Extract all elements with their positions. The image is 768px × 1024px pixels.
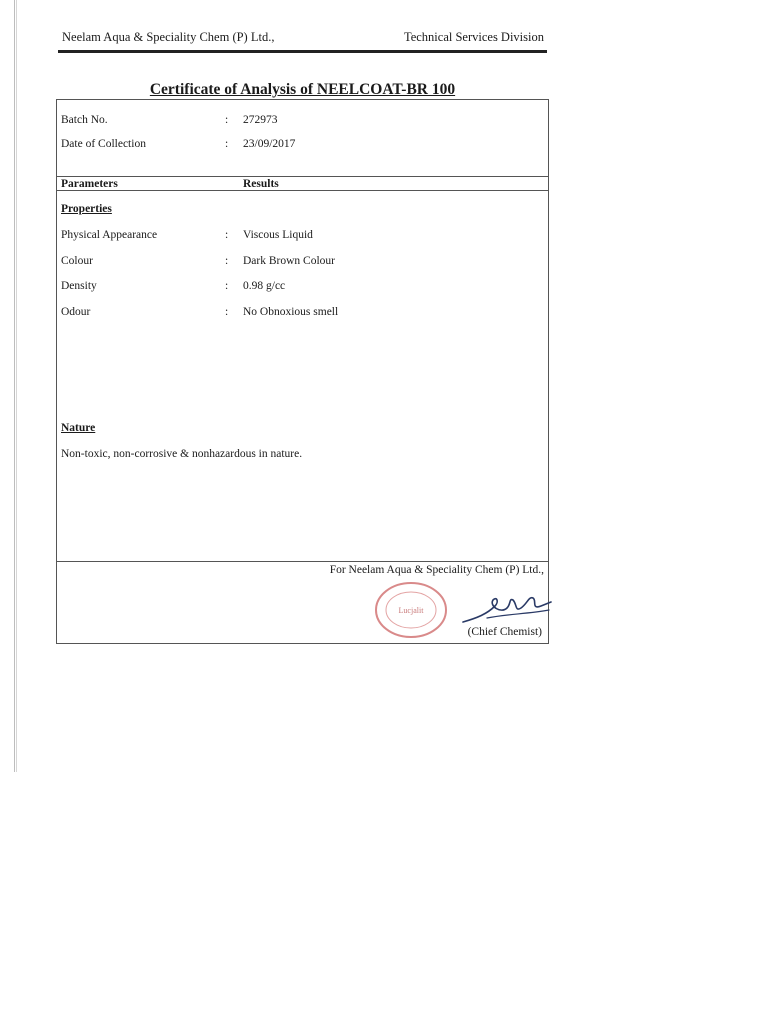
column-header-parameters: Parameters	[61, 178, 118, 190]
divider	[57, 176, 548, 177]
collection-colon: :	[225, 138, 229, 150]
property-label: Colour	[61, 255, 93, 267]
nature-heading: Nature	[61, 422, 96, 434]
chief-chemist-label: (Chief Chemist)	[467, 626, 542, 638]
seal-text: Lucjalit	[398, 606, 424, 615]
property-colon: :	[225, 280, 229, 292]
company-seal-stamp	[373, 580, 449, 640]
property-value: No Obnoxious smell	[243, 306, 339, 318]
for-company-line: For Neelam Aqua & Speciality Chem (P) Ltd.,	[329, 564, 544, 576]
collection-label: Date of Collection	[61, 138, 146, 150]
property-label: Physical Appearance	[61, 229, 158, 241]
header-company: Neelam Aqua & Speciality Chem (P) Ltd.,	[62, 30, 275, 44]
header-division: Technical Services Division	[403, 30, 544, 44]
property-colon: :	[225, 229, 229, 241]
divider	[57, 190, 548, 191]
column-header-results: Results	[243, 178, 279, 190]
batch-colon: :	[225, 114, 229, 126]
property-value: Dark Brown Colour	[243, 255, 335, 267]
document-title: Certificate of Analysis of NEELCOAT-BR 100	[149, 81, 456, 98]
property-value: Viscous Liquid	[243, 229, 313, 241]
collection-value: 23/09/2017	[243, 138, 296, 150]
properties-heading: Properties	[61, 203, 112, 215]
certificate-box	[56, 99, 549, 644]
property-colon: :	[225, 255, 229, 267]
header-rule	[58, 50, 547, 53]
nature-text: Non-toxic, non-corrosive & nonhazardous in nature.	[61, 448, 303, 460]
batch-value: 272973	[243, 114, 278, 126]
divider	[57, 561, 548, 562]
property-label: Odour	[61, 306, 91, 318]
property-value: 0.98 g/cc	[243, 280, 286, 292]
scan-margin-line	[14, 0, 15, 772]
property-colon: :	[225, 306, 229, 318]
signature-mark	[457, 584, 553, 632]
property-label: Density	[61, 280, 97, 292]
batch-label: Batch No.	[61, 114, 108, 126]
scan-margin-line	[16, 0, 17, 772]
